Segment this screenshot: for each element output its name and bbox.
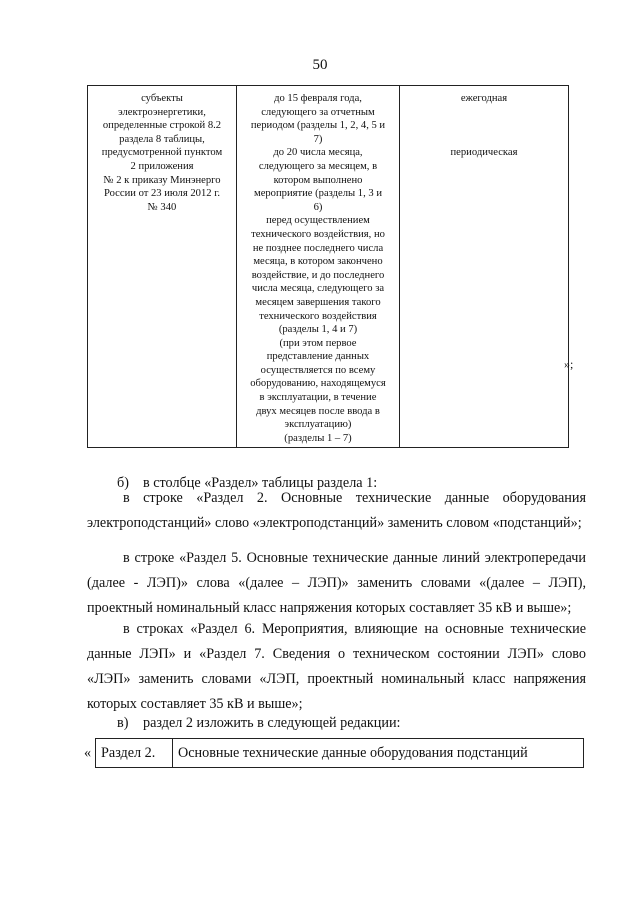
cell-line: 2 приложения	[130, 160, 194, 172]
paragraph-text: в строке «Раздел 5. Основные технические данные линий электропередачи (далее - ЛЭП)» слова «(далее – ЛЭП)» заменить словами «(далее – ЛЭП), проектный номинальный класс напряжения которых составляет 35 кВ и выше»;	[87, 550, 586, 616]
cell-line: 7)	[313, 133, 323, 145]
section-2-row	[84, 738, 584, 768]
cell-line: (разделы 1 – 7)	[284, 432, 352, 444]
periodicity-yearly: ежегодная	[460, 93, 508, 104]
deadlines-cell	[237, 86, 400, 448]
paragraph-text: в строке «Раздел 2. Основные технические данные оборудования электроподстанций» слово «электроподстанций» заменить словом «подстанций»;	[87, 490, 586, 531]
section-table	[95, 738, 584, 768]
cell-line: месяца, в котором закончено	[253, 256, 383, 268]
cell-line: определенные строкой 8.2	[102, 120, 222, 132]
cell-line: электроэнергетики,	[118, 106, 206, 118]
cell-line: эксплуатацию)	[284, 419, 352, 431]
cell-line: представление данных	[266, 351, 370, 363]
cell-line: в эксплуатации, в течение	[259, 392, 377, 404]
item-v-text: раздел 2 изложить в следующей редакции:	[143, 715, 401, 731]
section-label: Раздел 2.	[96, 739, 173, 768]
subjects-cell	[88, 86, 237, 448]
cell-line: № 340	[147, 201, 177, 213]
item-v-mark: в)	[117, 715, 129, 731]
cell-line: осуществляется по всему	[260, 364, 376, 376]
cell-line: месяцем завершения такого	[255, 296, 381, 308]
cell-line: воздействие, и до последнего	[251, 269, 385, 281]
periodicity-periodic: периодическая	[450, 146, 518, 158]
cell-line: котором выполнено	[273, 174, 363, 186]
paragraph-measures	[87, 617, 586, 725]
cell-line: (разделы 1, 4 и 7)	[278, 324, 358, 336]
page-number: 50	[312, 57, 328, 73]
cell-line: (при этом первое	[279, 337, 357, 349]
table-row	[88, 86, 569, 448]
cell-line: № 2 к приказу Минэнерго	[103, 174, 221, 186]
cell-line: технического воздействия, но	[251, 228, 385, 240]
open-quote: «	[84, 745, 92, 761]
cell-line: двух месяцев после ввода в	[256, 405, 380, 417]
table-row	[96, 739, 584, 768]
item-b-mark: б)	[117, 475, 129, 491]
cell-line: оборудованию, находящемуся	[250, 378, 386, 390]
cell-line: России от 23 июля 2012 г.	[103, 188, 221, 200]
item-b-text: в столбце «Раздел» таблицы раздела 1:	[143, 475, 378, 491]
cell-line: 6)	[313, 201, 323, 213]
cell-line: периодом (разделы 1, 2, 4, 5 и	[250, 120, 386, 132]
cell-line: технического воздействия	[259, 310, 377, 322]
paragraph-text: в строках «Раздел 6. Мероприятия, влияющие на основные технические данные ЛЭП» и «Раздел 7. Сведения о техническом состоянии ЛЭП» слово «ЛЭП» заменить словами «ЛЭП, проектный номинальный класс напряжения которых составляет 35 кВ и выше»;	[87, 621, 586, 712]
periodicity-cell	[400, 86, 569, 448]
report-schedule-table	[87, 85, 569, 448]
section-title: Основные технические данные оборудования подстанций	[173, 739, 584, 768]
cell-line: следующего за отчетным	[261, 106, 375, 118]
cell-line: перед осуществлением	[266, 215, 370, 227]
cell-line: следующего за месяцем, в	[258, 160, 378, 172]
cell-line: числа месяца, следующего за	[251, 283, 385, 295]
cell-line: мероприятие (разделы 1, 3 и	[253, 188, 383, 200]
item-v	[87, 711, 586, 736]
paragraph-station	[87, 486, 586, 544]
cell-line: не позднее последнего числа	[252, 242, 384, 254]
cell-line: до 15 февраля года,	[274, 93, 362, 104]
cell-line: субъекты	[141, 93, 183, 104]
cell-line: раздела 8 таблицы,	[119, 133, 205, 145]
cell-line: предусмотренной пунктом	[101, 147, 223, 159]
cell-line: до 20 числа месяца,	[273, 147, 363, 159]
closing-quote: »;	[564, 357, 574, 371]
